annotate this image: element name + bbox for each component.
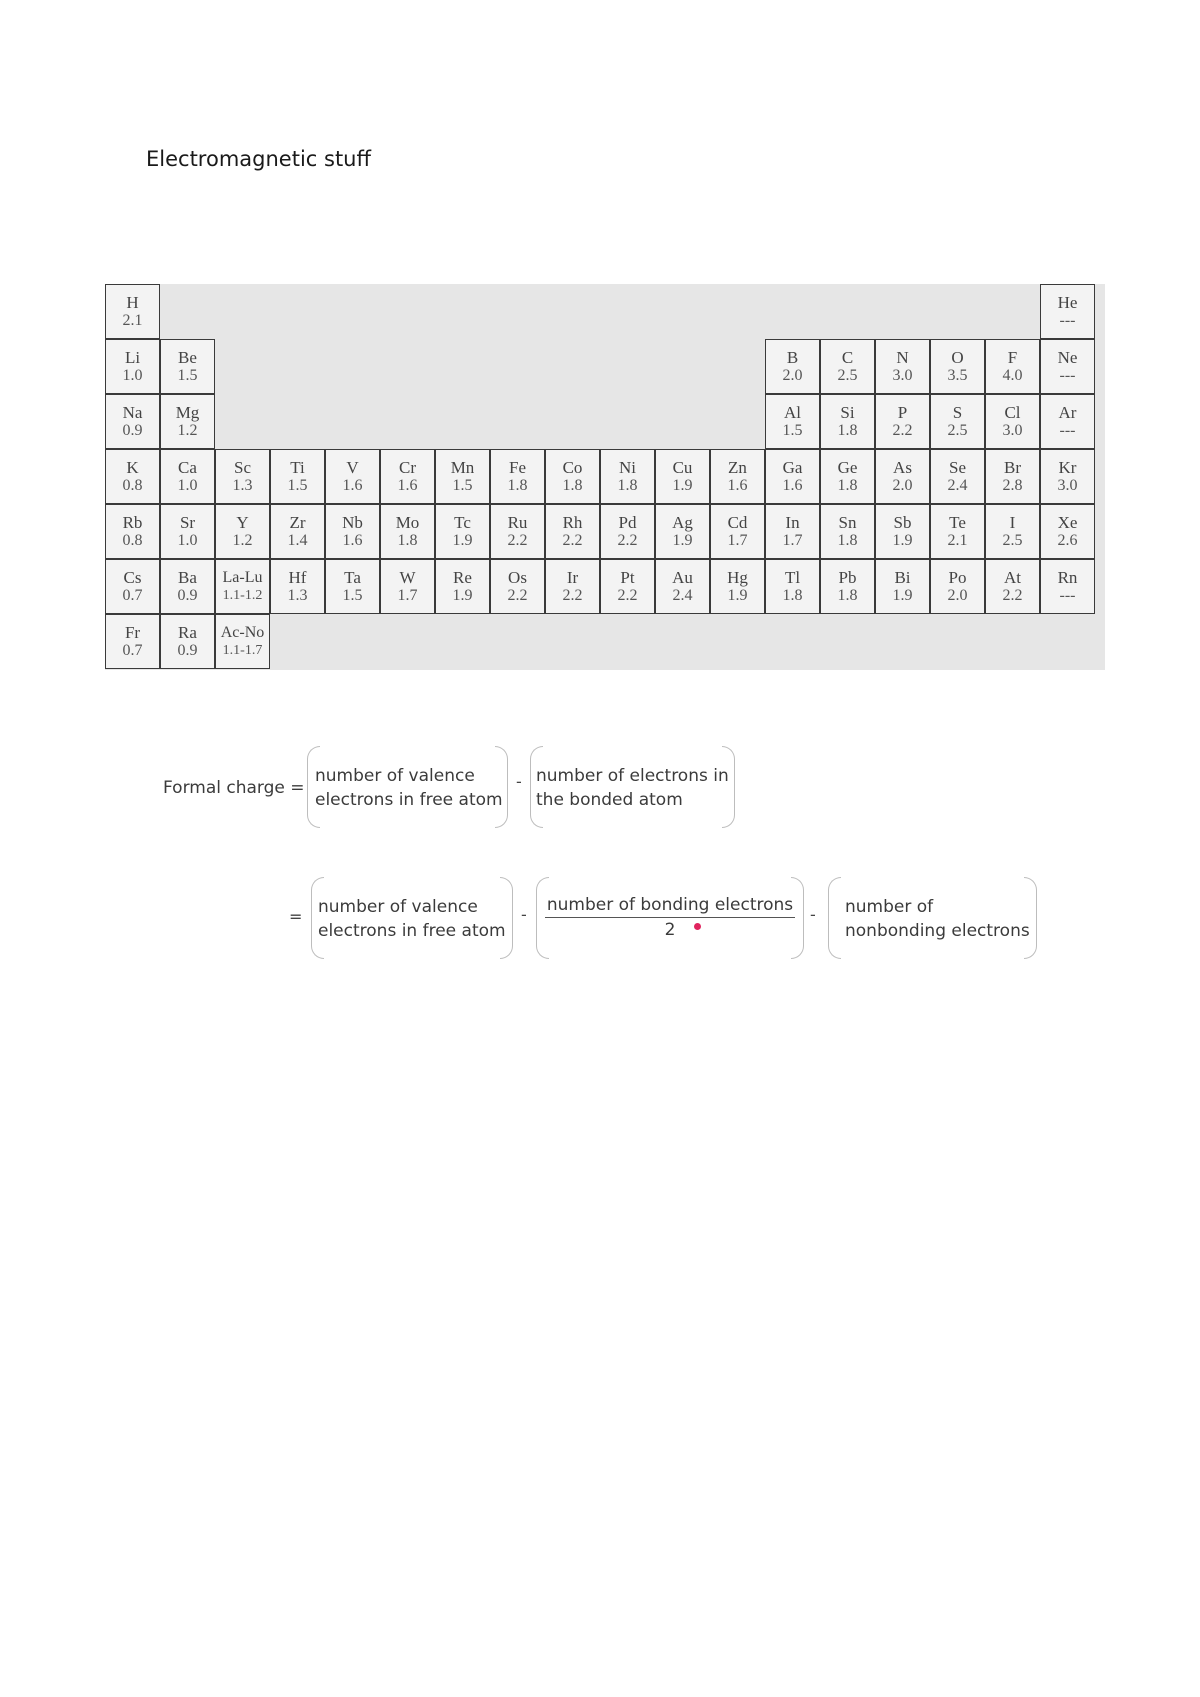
element-cell-hg	[710, 559, 765, 614]
element-symbol: W	[399, 568, 416, 587]
element-cell-xe	[1040, 504, 1095, 559]
term-line: electrons in free atom	[315, 790, 503, 810]
electronegativity-value: 1.7	[397, 587, 418, 604]
fraction-numerator: number of bonding electrons	[545, 895, 795, 918]
element-symbol: Ti	[290, 458, 305, 477]
element-symbol: Rh	[562, 513, 583, 532]
term-line: number of	[845, 897, 934, 917]
electronegativity-value: 1.8	[397, 532, 418, 549]
electronegativity-value: 2.2	[617, 587, 638, 604]
element-cell-c	[820, 339, 875, 394]
element-symbol: Sr	[179, 513, 196, 532]
element-cell-ar	[1040, 394, 1095, 449]
electronegativity-value: 1.8	[837, 422, 858, 439]
element-cell-ir	[545, 559, 600, 614]
element-cell-na	[105, 394, 160, 449]
element-cell-cd	[710, 504, 765, 559]
element-symbol: Kr	[1058, 458, 1077, 477]
element-cell-ag	[655, 504, 710, 559]
electronegativity-value: 1.5	[342, 587, 363, 604]
element-cell-pt	[600, 559, 655, 614]
electronegativity-value: 2.2	[617, 532, 638, 549]
element-cell-tc	[435, 504, 490, 559]
term-line: nonbonding electrons	[845, 921, 1030, 941]
element-cell-he	[1040, 284, 1095, 339]
electronegativity-value: 4.0	[1002, 367, 1023, 384]
element-cell-ru	[490, 504, 545, 559]
element-cell-s	[930, 394, 985, 449]
element-cell-mg	[160, 394, 215, 449]
electronegativity-value: 0.9	[177, 587, 198, 604]
electronegativity-value: 1.8	[837, 477, 858, 494]
element-cell-au	[655, 559, 710, 614]
element-cell-li	[105, 339, 160, 394]
minus-sign: -	[810, 905, 816, 924]
element-symbol: Ga	[782, 458, 803, 477]
element-symbol: Ta	[344, 568, 361, 587]
element-symbol: Al	[784, 403, 801, 422]
electronegativity-value: 0.7	[122, 642, 143, 659]
element-symbol: Hg	[727, 568, 748, 587]
electronegativity-value: 1.6	[397, 477, 418, 494]
element-cell-h	[105, 284, 160, 339]
element-symbol: Cr	[399, 458, 416, 477]
element-cell-nb	[325, 504, 380, 559]
electronegativity-value: 1.7	[782, 532, 803, 549]
electronegativity-value: 1.7	[727, 532, 748, 549]
element-symbol: Rn	[1057, 568, 1078, 587]
element-symbol: Rb	[122, 513, 143, 532]
electronegativity-value: 2.2	[507, 532, 528, 549]
element-cell-at	[985, 559, 1040, 614]
electronegativity-value: 0.7	[122, 587, 143, 604]
electronegativity-value: 1.9	[452, 532, 473, 549]
electronegativity-value: 1.2	[232, 532, 253, 549]
element-symbol: Li	[124, 348, 141, 367]
electronegativity-value: 2.5	[947, 422, 968, 439]
element-cell-in	[765, 504, 820, 559]
element-cell-as	[875, 449, 930, 504]
element-cell-cs	[105, 559, 160, 614]
electronegativity-value: 2.0	[892, 477, 913, 494]
electronegativity-value: 1.6	[342, 477, 363, 494]
minus-sign: -	[521, 905, 527, 924]
element-symbol: Ne	[1057, 348, 1078, 367]
electronegativity-value: 1.5	[782, 422, 803, 439]
element-symbol: C	[841, 348, 854, 367]
element-symbol: Pt	[620, 568, 635, 587]
electronegativity-value: 2.5	[1002, 532, 1023, 549]
element-symbol: N	[896, 348, 909, 367]
element-symbol: P	[897, 403, 908, 422]
element-symbol: K	[126, 458, 139, 477]
electronegativity-value: 2.0	[782, 367, 803, 384]
element-symbol: Au	[672, 568, 693, 587]
element-cell-n	[875, 339, 930, 394]
electronegativity-value: 2.1	[122, 312, 143, 329]
element-symbol: F	[1007, 348, 1018, 367]
element-cell-cl	[985, 394, 1040, 449]
electronegativity-value: 0.9	[122, 422, 143, 439]
electronegativity-value: 1.6	[782, 477, 803, 494]
element-symbol: Ra	[178, 623, 197, 642]
element-cell-f	[985, 339, 1040, 394]
element-symbol: Ge	[837, 458, 858, 477]
element-symbol: Ar	[1058, 403, 1077, 422]
formal-charge-label: Formal charge =	[163, 778, 305, 798]
electronegativity-value: 3.0	[1002, 422, 1023, 439]
element-cell-cr	[380, 449, 435, 504]
electronegativity-value: 1.9	[727, 587, 748, 604]
electronegativity-value: 2.8	[1002, 477, 1023, 494]
element-symbol: Sb	[893, 513, 912, 532]
valence-electrons-term	[307, 746, 508, 828]
electronegativity-value: 2.6	[1057, 532, 1078, 549]
term-line: the bonded atom	[536, 790, 683, 810]
electronegativity-value: 2.4	[947, 477, 968, 494]
electronegativity-value: 1.9	[892, 532, 913, 549]
element-symbol: He	[1057, 293, 1078, 312]
element-cell-kr	[1040, 449, 1095, 504]
electronegativity-value: 1.8	[837, 587, 858, 604]
element-cell-y	[215, 504, 270, 559]
element-cell-ra	[160, 614, 215, 669]
element-cell-zn	[710, 449, 765, 504]
electronegativity-value: 1.5	[287, 477, 308, 494]
element-symbol: Ac-No	[220, 624, 265, 641]
electronegativity-value: 2.2	[562, 532, 583, 549]
element-cell-fe	[490, 449, 545, 504]
electronegativity-value: 1.6	[342, 532, 363, 549]
electronegativity-value: 0.9	[177, 642, 198, 659]
bonding-electrons-fraction	[536, 877, 804, 959]
element-cell-os	[490, 559, 545, 614]
element-cell-ga	[765, 449, 820, 504]
element-symbol: Zn	[728, 458, 747, 477]
element-cell-la-lu	[215, 559, 270, 614]
element-symbol: Co	[562, 458, 583, 477]
element-symbol: Mo	[395, 513, 420, 532]
bonded-electrons-term	[530, 746, 735, 828]
element-symbol: H	[126, 293, 139, 312]
electronegativity-value: ---	[1059, 367, 1076, 384]
element-symbol: Re	[453, 568, 472, 587]
term-line: electrons in free atom	[318, 921, 506, 941]
element-cell-rn	[1040, 559, 1095, 614]
element-symbol: Sn	[838, 513, 857, 532]
term-line: number of valence	[315, 766, 475, 786]
periodic-table	[105, 284, 1105, 670]
element-symbol: Mn	[450, 458, 475, 477]
element-cell-o	[930, 339, 985, 394]
electronegativity-value: 1.4	[287, 532, 308, 549]
element-cell-mn	[435, 449, 490, 504]
element-symbol: Tc	[454, 513, 471, 532]
element-cell-k	[105, 449, 160, 504]
element-symbol: Tl	[784, 568, 801, 587]
term-line: number of electrons in	[536, 766, 729, 786]
element-cell-rh	[545, 504, 600, 559]
electronegativity-value: 3.5	[947, 367, 968, 384]
electronegativity-value: 1.3	[287, 587, 308, 604]
electronegativity-value: 1.5	[452, 477, 473, 494]
element-symbol: Pb	[838, 568, 857, 587]
element-symbol: Te	[949, 513, 966, 532]
element-cell-v	[325, 449, 380, 504]
element-symbol: I	[1009, 513, 1016, 532]
element-cell-i	[985, 504, 1040, 559]
electronegativity-value: 1.2	[177, 422, 198, 439]
element-symbol: Zr	[289, 513, 306, 532]
element-cell-ba	[160, 559, 215, 614]
element-symbol: B	[786, 348, 799, 367]
element-symbol: Pd	[618, 513, 637, 532]
element-cell-sb	[875, 504, 930, 559]
electronegativity-value: 1.8	[617, 477, 638, 494]
electronegativity-value: 1.9	[672, 477, 693, 494]
element-cell-ti	[270, 449, 325, 504]
element-symbol: At	[1004, 568, 1021, 587]
element-cell-p	[875, 394, 930, 449]
element-symbol: Br	[1004, 458, 1021, 477]
element-cell-si	[820, 394, 875, 449]
element-symbol: Ba	[178, 568, 197, 587]
element-cell-ac-no	[215, 614, 270, 669]
electronegativity-value: 1.1-1.7	[222, 643, 263, 658]
electronegativity-value: 1.5	[177, 367, 198, 384]
element-symbol: Hf	[288, 568, 307, 587]
element-symbol: Ni	[619, 458, 636, 477]
electronegativity-value: ---	[1059, 587, 1076, 604]
page-title: Electromagnetic stuff	[146, 147, 371, 171]
element-cell-sr	[160, 504, 215, 559]
electronegativity-value: 3.0	[892, 367, 913, 384]
element-cell-pd	[600, 504, 655, 559]
element-cell-po	[930, 559, 985, 614]
electronegativity-value: 2.2	[1002, 587, 1023, 604]
element-symbol: Fe	[509, 458, 526, 477]
element-cell-te	[930, 504, 985, 559]
element-symbol: Mg	[175, 403, 200, 422]
element-symbol: Cd	[727, 513, 748, 532]
element-symbol: Ir	[566, 568, 579, 587]
element-cell-co	[545, 449, 600, 504]
minus-sign: -	[516, 772, 522, 791]
valence-electrons-term-2	[311, 877, 513, 959]
element-symbol: Xe	[1057, 513, 1078, 532]
element-symbol: Sc	[234, 458, 251, 477]
electronegativity-value: 1.9	[672, 532, 693, 549]
electronegativity-value: 1.1-1.2	[222, 588, 263, 603]
element-symbol: La-Lu	[222, 569, 263, 586]
element-cell-mo	[380, 504, 435, 559]
element-cell-ca	[160, 449, 215, 504]
electronegativity-value: 1.9	[452, 587, 473, 604]
electronegativity-value: 0.8	[122, 477, 143, 494]
element-cell-bi	[875, 559, 930, 614]
element-cell-al	[765, 394, 820, 449]
element-symbol: As	[893, 458, 912, 477]
element-symbol: Nb	[342, 513, 363, 532]
electronegativity-value: ---	[1059, 422, 1076, 439]
electronegativity-value: 2.1	[947, 532, 968, 549]
electronegativity-value: 1.9	[892, 587, 913, 604]
electronegativity-value: 1.8	[782, 587, 803, 604]
element-cell-sn	[820, 504, 875, 559]
electronegativity-value: 1.0	[177, 477, 198, 494]
element-symbol: Os	[508, 568, 527, 587]
electronegativity-value: 3.0	[1057, 477, 1078, 494]
element-symbol: Se	[949, 458, 966, 477]
element-cell-ni	[600, 449, 655, 504]
element-symbol: S	[952, 403, 963, 422]
electronegativity-value: 2.2	[562, 587, 583, 604]
term-line: number of valence	[318, 897, 478, 917]
element-symbol: Y	[236, 513, 249, 532]
element-cell-zr	[270, 504, 325, 559]
electronegativity-value: 2.5	[837, 367, 858, 384]
electronegativity-value: 1.8	[507, 477, 528, 494]
element-cell-br	[985, 449, 1040, 504]
nonbonding-electrons-term	[828, 877, 1037, 959]
element-symbol: Si	[840, 403, 855, 422]
electronegativity-value: 2.2	[507, 587, 528, 604]
element-cell-cu	[655, 449, 710, 504]
element-cell-w	[380, 559, 435, 614]
element-cell-tl	[765, 559, 820, 614]
element-symbol: Cu	[672, 458, 693, 477]
element-cell-se	[930, 449, 985, 504]
electronegativity-value: 1.6	[727, 477, 748, 494]
element-cell-sc	[215, 449, 270, 504]
element-symbol: Na	[122, 403, 143, 422]
element-cell-rb	[105, 504, 160, 559]
element-symbol: Cs	[123, 568, 142, 587]
electronegativity-value: 1.0	[122, 367, 143, 384]
element-cell-hf	[270, 559, 325, 614]
element-cell-ne	[1040, 339, 1095, 394]
element-symbol: Po	[948, 568, 967, 587]
equals-sign: =	[289, 907, 303, 926]
element-symbol: O	[951, 348, 964, 367]
element-symbol: Fr	[124, 623, 141, 642]
electronegativity-value: ---	[1059, 312, 1076, 329]
electronegativity-value: 2.2	[892, 422, 913, 439]
electronegativity-value: 1.8	[837, 532, 858, 549]
element-symbol: In	[785, 513, 800, 532]
electronegativity-value: 2.4	[672, 587, 693, 604]
element-cell-ge	[820, 449, 875, 504]
pointer-dot	[694, 923, 701, 930]
element-symbol: Ru	[507, 513, 528, 532]
element-cell-pb	[820, 559, 875, 614]
electronegativity-value: 0.8	[122, 532, 143, 549]
fraction-denominator: 2	[664, 920, 676, 940]
element-cell-ta	[325, 559, 380, 614]
element-symbol: Ag	[672, 513, 693, 532]
electronegativity-value: 1.3	[232, 477, 253, 494]
element-symbol: Cl	[1004, 403, 1021, 422]
element-symbol: Be	[178, 348, 197, 367]
element-cell-re	[435, 559, 490, 614]
element-cell-b	[765, 339, 820, 394]
element-cell-be	[160, 339, 215, 394]
electronegativity-value: 1.0	[177, 532, 198, 549]
element-symbol: V	[346, 458, 359, 477]
element-symbol: Bi	[894, 568, 911, 587]
element-symbol: Ca	[178, 458, 197, 477]
element-cell-fr	[105, 614, 160, 669]
electronegativity-value: 2.0	[947, 587, 968, 604]
electronegativity-value: 1.8	[562, 477, 583, 494]
